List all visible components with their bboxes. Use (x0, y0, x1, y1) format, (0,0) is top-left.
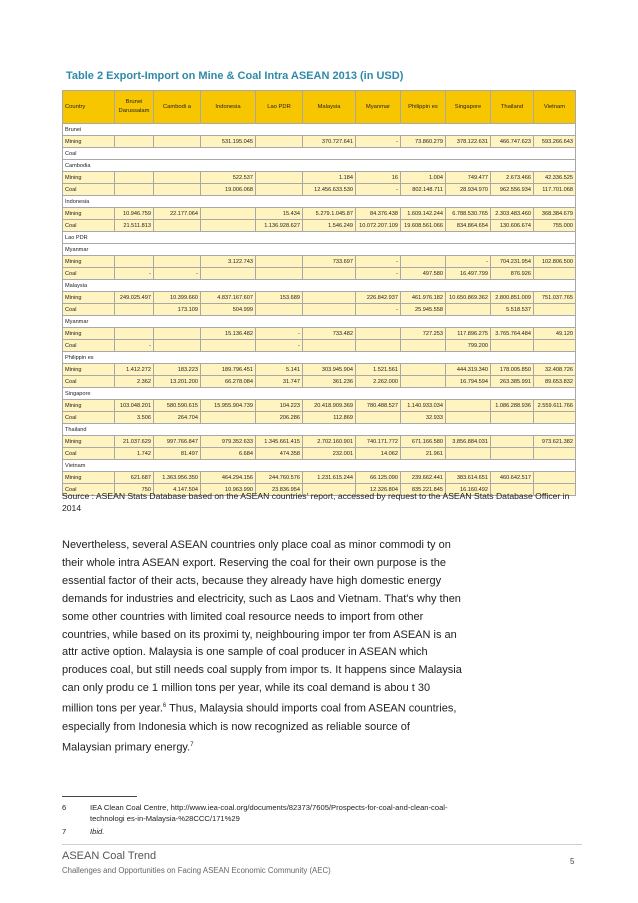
table-cell: - (356, 136, 401, 148)
table-cell: 876.926 (491, 268, 534, 280)
table-cell: 4.147.504 (154, 484, 201, 496)
table-cell (534, 472, 576, 484)
table-cell (256, 304, 303, 316)
table-cell: 22.177.064 (154, 208, 201, 220)
table-cell: 19.608.561.066 (401, 220, 446, 232)
table-cell (534, 340, 576, 352)
table-cell: 1.521.561 (356, 364, 401, 376)
row-label: Mining (63, 328, 115, 340)
table-cell: 16.160.492 (446, 484, 491, 496)
table-cell: 497.580 (401, 268, 446, 280)
table-cell (154, 340, 201, 352)
footnote-6 (62, 802, 450, 824)
table-cell: - (356, 304, 401, 316)
body-text-part2: Thus, Malaysia should imports coal from ASEAN countries, especially from Indonesia which is now recognized as reliable source of Malaysian primary energy. (62, 702, 457, 754)
table-cell (201, 340, 256, 352)
table-cell: 244.760.576 (256, 472, 303, 484)
table-cell: 755.000 (534, 220, 576, 232)
table-cell: 361.236 (303, 376, 356, 388)
table-row (63, 172, 576, 184)
footnote-7 (62, 826, 450, 837)
table-cell: 10.399.660 (154, 292, 201, 304)
table-cell: 66.125.090 (356, 472, 401, 484)
table-cell: 66.278.084 (201, 376, 256, 388)
table-cell (491, 412, 534, 424)
table-group-row (63, 196, 576, 208)
row-label: Mining (63, 172, 115, 184)
table-cell (401, 340, 446, 352)
table-cell: 504.999 (201, 304, 256, 316)
table-cell (256, 268, 303, 280)
table-cell (401, 376, 446, 388)
table-body (63, 124, 576, 496)
table-cell: 173.109 (154, 304, 201, 316)
row-label: Coal (63, 184, 115, 196)
table-cell: 102.806.500 (534, 256, 576, 268)
col-header: Brunei Darussalam (115, 91, 154, 124)
export-import-table (62, 90, 576, 496)
row-label: Mining (63, 136, 115, 148)
table-cell: 834.864.654 (446, 220, 491, 232)
table-cell: 750 (115, 484, 154, 496)
table-cell: 25.945.558 (401, 304, 446, 316)
table-cell: 1.363.956.350 (154, 472, 201, 484)
table-cell: 2.800.851.009 (491, 292, 534, 304)
table-cell: 1.086.288.936 (491, 400, 534, 412)
row-label: Mining (63, 364, 115, 376)
table-cell (201, 412, 256, 424)
table-cell (115, 256, 154, 268)
table-cell: 28.934.970 (446, 184, 491, 196)
table-row (63, 256, 576, 268)
table-cell (154, 256, 201, 268)
table-cell (534, 268, 576, 280)
table-row (63, 208, 576, 220)
table-cell: 1.345.661.415 (256, 436, 303, 448)
col-header: Singapore (446, 91, 491, 124)
table-cell: 3.765.764.484 (491, 328, 534, 340)
table-cell: 1.412.272 (115, 364, 154, 376)
table-cell: - (154, 268, 201, 280)
table-cell: 117.701.068 (534, 184, 576, 196)
source-note: Source : ASEAN Stats Database based on the ASEAN countries' report, accessed by request to the ASEAN Stats Database Officer in 2014 (62, 491, 570, 513)
table-cell (356, 412, 401, 424)
table-row (63, 472, 576, 484)
group-label: Cambodia (63, 160, 576, 172)
table-group-row (63, 280, 576, 292)
table-cell: 16 (356, 172, 401, 184)
group-label: Thailand (63, 424, 576, 436)
row-label: Coal (63, 220, 115, 232)
table-cell: 12.456.633.530 (303, 184, 356, 196)
table-cell: 1.231.615.244 (303, 472, 356, 484)
table-cell: - (256, 340, 303, 352)
table-row (63, 136, 576, 148)
table-cell: 6.788.530.765 (446, 208, 491, 220)
table-cell: 20.418.909.369 (303, 400, 356, 412)
col-header: Vietnam (534, 91, 576, 124)
table-cell (201, 220, 256, 232)
table-cell: 3.122.743 (201, 256, 256, 268)
table-cell: - (356, 256, 401, 268)
table-cell: 232.001 (303, 448, 356, 460)
table-cell: 14.062 (356, 448, 401, 460)
table-cell: 383.614.651 (446, 472, 491, 484)
table-cell: 733.482 (303, 328, 356, 340)
table-cell (446, 304, 491, 316)
table-cell (154, 172, 201, 184)
table-cell: 42.336.525 (534, 172, 576, 184)
row-label: Coal (63, 376, 115, 388)
table-row (63, 364, 576, 376)
footer-divider (62, 844, 582, 845)
table-cell: 780.488.527 (356, 400, 401, 412)
table-cell: 15.955.904.739 (201, 400, 256, 412)
table-row (63, 340, 576, 352)
table-cell: 16.497.799 (446, 268, 491, 280)
row-label: Coal (63, 448, 115, 460)
table-cell: 31.747 (256, 376, 303, 388)
footnote-ref-6[interactable]: 6 (162, 703, 167, 710)
table-cell: 2.559.611.766 (534, 400, 576, 412)
table-cell (115, 136, 154, 148)
footer-subtitle: Challenges and Opportunities on Facing ASEAN Economic Community (AEC) (62, 866, 331, 875)
table-cell: 153.689 (256, 292, 303, 304)
row-label: Coal (63, 340, 115, 352)
table-cell (446, 400, 491, 412)
row-label: Mining (63, 436, 115, 448)
table-cell: - (115, 268, 154, 280)
table-cell (154, 220, 201, 232)
table-cell: 32.933 (401, 412, 446, 424)
table-row (63, 376, 576, 388)
table-group-row (63, 244, 576, 256)
table-row (63, 304, 576, 316)
table-cell: 1.004 (401, 172, 446, 184)
table-cell (534, 412, 576, 424)
table-cell: 962.556.934 (491, 184, 534, 196)
table-cell (356, 328, 401, 340)
table-cell: 1.609.142.244 (401, 208, 446, 220)
table-cell (534, 304, 576, 316)
table-row (63, 184, 576, 196)
table-cell (491, 448, 534, 460)
table-cell: 671.166.580 (401, 436, 446, 448)
table-cell: 130.606.674 (491, 220, 534, 232)
col-header: Myanmar (356, 91, 401, 124)
table-cell (256, 256, 303, 268)
table-cell: - (256, 328, 303, 340)
table-cell (446, 448, 491, 460)
table-cell: 799.200 (446, 340, 491, 352)
table-cell (356, 340, 401, 352)
table-cell: 522.537 (201, 172, 256, 184)
table-cell: 621.687 (115, 472, 154, 484)
table-cell: 183.223 (154, 364, 201, 376)
table-header-row (63, 91, 576, 124)
table-row (63, 268, 576, 280)
table-cell: 979.352.633 (201, 436, 256, 448)
table-cell: 178.005.850 (491, 364, 534, 376)
table-cell: 226.842.937 (356, 292, 401, 304)
table-cell: 5.518.537 (491, 304, 534, 316)
table-cell (491, 436, 534, 448)
group-label: Vietnam (63, 460, 576, 472)
table-cell: 303.945.904 (303, 364, 356, 376)
table-cell (303, 304, 356, 316)
footnote-divider (62, 796, 137, 797)
row-label: Mining (63, 292, 115, 304)
table-cell: 464.294.156 (201, 472, 256, 484)
row-label: Mining (63, 256, 115, 268)
table-group-row (63, 424, 576, 436)
table-cell: 802.148.711 (401, 184, 446, 196)
table-cell (401, 256, 446, 268)
table-cell: 466.747.623 (491, 136, 534, 148)
table-cell: 263.385.991 (491, 376, 534, 388)
table-group-row (63, 352, 576, 364)
table-cell: 368.384.679 (534, 208, 576, 220)
footnote-number: 7 (62, 827, 67, 836)
table-cell (303, 340, 356, 352)
row-label: Coal (63, 268, 115, 280)
col-header: Cambodi a (154, 91, 201, 124)
table-cell: 49.120 (534, 328, 576, 340)
table-cell: 6.684 (201, 448, 256, 460)
table-cell (154, 328, 201, 340)
table-cell: 973.621.382 (534, 436, 576, 448)
table-group-row (63, 460, 576, 472)
table-cell (446, 412, 491, 424)
table-cell: 1.546.249 (303, 220, 356, 232)
table-cell (256, 136, 303, 148)
table-cell (201, 208, 256, 220)
table-cell: 89.653.832 (534, 376, 576, 388)
table-cell: 21.961 (401, 448, 446, 460)
group-label: Indonesia (63, 196, 576, 208)
table-cell (115, 328, 154, 340)
table-cell: 1.140.933.034 (401, 400, 446, 412)
table-cell: 2.362 (115, 376, 154, 388)
table-group-row (63, 316, 576, 328)
table-cell: 117.896.275 (446, 328, 491, 340)
table-cell (303, 292, 356, 304)
table-cell: 580.590.615 (154, 400, 201, 412)
group-label: Lao PDR (63, 232, 576, 244)
group-label: Brunei (63, 124, 576, 136)
table-cell: - (356, 184, 401, 196)
table-cell: 1.184 (303, 172, 356, 184)
table-cell: 997.766.847 (154, 436, 201, 448)
col-header: Malaysia (303, 91, 356, 124)
footnote-number: 6 (62, 803, 67, 812)
table-group-row (63, 148, 576, 160)
table-row (63, 412, 576, 424)
col-header: Philippin es (401, 91, 446, 124)
table-cell: 15.136.482 (201, 328, 256, 340)
table-cell: 189.796.451 (201, 364, 256, 376)
table-cell: 835.221.845 (401, 484, 446, 496)
table-cell: - (356, 268, 401, 280)
row-label: Mining (63, 400, 115, 412)
table-cell: 112.869 (303, 412, 356, 424)
row-label: Coal (63, 484, 115, 496)
table-cell: 21.511.813 (115, 220, 154, 232)
table-cell: 2.262.000 (356, 376, 401, 388)
table-cell (303, 268, 356, 280)
table-cell: 23.836.954 (256, 484, 303, 496)
table-cell: 2.702.160.901 (303, 436, 356, 448)
table-cell: 2.673.466 (491, 172, 534, 184)
table-cell: 13.201.200 (154, 376, 201, 388)
table-cell: 21.037.629 (115, 436, 154, 448)
table-cell: 249.025.497 (115, 292, 154, 304)
row-label: Coal (63, 412, 115, 424)
table-cell (115, 184, 154, 196)
table-cell: 12.326.804 (356, 484, 401, 496)
table-cell: 73.860.279 (401, 136, 446, 148)
table-cell: - (446, 256, 491, 268)
col-header: Lao PDR (256, 91, 303, 124)
table-cell: 10.963.990 (201, 484, 256, 496)
table-cell: 103.048.201 (115, 400, 154, 412)
table-cell: 81.497 (154, 448, 201, 460)
table-cell: 3.856.884.031 (446, 436, 491, 448)
table-row (63, 448, 576, 460)
table-cell: 1.742 (115, 448, 154, 460)
group-label: Singapore (63, 388, 576, 400)
table-caption: Table 2 Export-Import on Mine & Coal Intra ASEAN 2013 (in USD) (66, 70, 404, 82)
table-cell (201, 268, 256, 280)
table-cell: 461.976.182 (401, 292, 446, 304)
table-cell: 727.253 (401, 328, 446, 340)
col-header: Thailand (491, 91, 534, 124)
page-number: 5 (570, 857, 575, 866)
table-group-row (63, 388, 576, 400)
table-cell: 4.837.167.607 (201, 292, 256, 304)
table-row (63, 220, 576, 232)
table-cell: 460.642.517 (491, 472, 534, 484)
body-text-part1: Nevertheless, several ASEAN countries only place coal as minor commodi ty on their whole intra ASEAN export. Reserving the coal for their own purpose is the essential factor of their acts, because they already have high domestic energy demands for industries and electricity, such as Laos and Vietnam. That's why then some other countries with limited coal resource needs to import from other countries, while based on its proximi ty, neighbouring impor ter from ASEAN is an attr active option. Malaysia is one sample of coal producer in ASEAN which produces coal, but still needs coal supply from impor ts. It happens since Malaysia can only produ ce 1 million tons per year, while its coal demand is abou t 30 million tons per year. (62, 539, 462, 715)
table-cell: 1.136.928.627 (256, 220, 303, 232)
table-row (63, 292, 576, 304)
table-row (63, 328, 576, 340)
footnote-text: Ibid. (90, 827, 105, 836)
table-cell: 32.408.726 (534, 364, 576, 376)
table-cell: - (115, 340, 154, 352)
col-header: Country (63, 91, 115, 124)
table-cell: 593.266.643 (534, 136, 576, 148)
group-label: Philippin es (63, 352, 576, 364)
body-paragraph (62, 537, 462, 757)
table-cell (115, 304, 154, 316)
table-cell: 704.231.954 (491, 256, 534, 268)
table-cell: 2.303.483.460 (491, 208, 534, 220)
footnote-ref-7[interactable]: 7 (190, 741, 194, 748)
table-cell: 5.279.1.045.87 (303, 208, 356, 220)
table-cell (491, 340, 534, 352)
table-cell: 3.506 (115, 412, 154, 424)
col-header: Indonesia (201, 91, 256, 124)
table-cell: 751.037.765 (534, 292, 576, 304)
table-cell: 206.286 (256, 412, 303, 424)
table-cell: 474.358 (256, 448, 303, 460)
table-group-row (63, 124, 576, 136)
table-group-row (63, 160, 576, 172)
group-label: Coal (63, 148, 576, 160)
table-cell: 10.072.207.109 (356, 220, 401, 232)
group-label: Myanmar (63, 244, 576, 256)
table-cell: 239.662.441 (401, 472, 446, 484)
table-cell (256, 172, 303, 184)
table-cell: 378.122.631 (446, 136, 491, 148)
table-cell (154, 136, 201, 148)
group-label: Myanmar (63, 316, 576, 328)
table-cell: 10.946.759 (115, 208, 154, 220)
table-cell: 531.195.045 (201, 136, 256, 148)
table-group-row (63, 232, 576, 244)
row-label: Coal (63, 304, 115, 316)
table-cell: 370.727.641 (303, 136, 356, 148)
table-cell (115, 172, 154, 184)
table-cell: 740.171.772 (356, 436, 401, 448)
table-cell: 749.477 (446, 172, 491, 184)
table-cell: 84.376.438 (356, 208, 401, 220)
group-label: Malaysia (63, 280, 576, 292)
table-cell: 444.319.340 (446, 364, 491, 376)
table-cell: 264.704 (154, 412, 201, 424)
table-cell: 733.697 (303, 256, 356, 268)
table-cell: 10.650.869.362 (446, 292, 491, 304)
table-row (63, 400, 576, 412)
table-cell: 16.794.594 (446, 376, 491, 388)
table-cell: 19.006.068 (201, 184, 256, 196)
table-cell: 5.141 (256, 364, 303, 376)
table-cell: 104.223 (256, 400, 303, 412)
table-cell (256, 184, 303, 196)
table-row (63, 436, 576, 448)
row-label: Mining (63, 472, 115, 484)
row-label: Mining (63, 208, 115, 220)
footer-title: ASEAN Coal Trend (62, 850, 157, 862)
table-cell (401, 364, 446, 376)
footnote-text[interactable]: IEA Clean Coal Centre, http://www.iea-coal.org/documents/82373/7605/Prospects-for-coal-and-clean-coal-technologi es-in-Malaysia-%28CCC/171%29 (90, 803, 448, 823)
table-cell: 15.434 (256, 208, 303, 220)
table-cell (534, 448, 576, 460)
table-cell (154, 184, 201, 196)
